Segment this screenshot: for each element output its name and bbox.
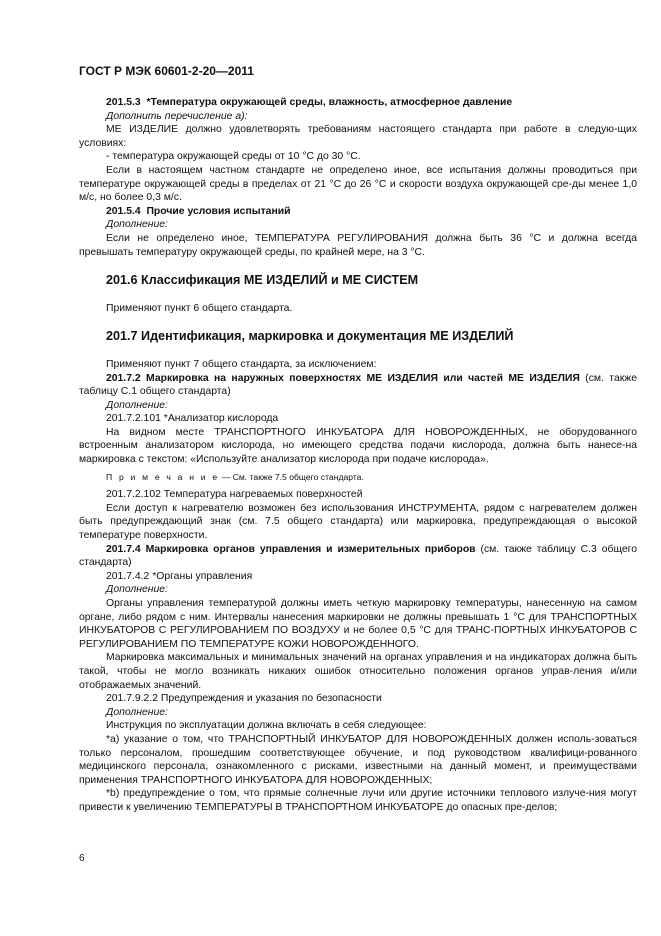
clause-201-7-2-heading	[79, 372, 637, 399]
note-label: П р и м е ч а н и е	[106, 471, 220, 482]
paragraph: Если не определено иное, ТЕМПЕРАТУРА РЕГУЛИРОВАНИЯ должна быть 36 °C и должна всегда превышать температуру окружающей среды, по крайней мере, на 3 °C.	[79, 232, 637, 258]
paragraph: Применяют пункт 7 общего стандарта, за исключением:	[106, 358, 377, 370]
list-item: - температура окружающей среды от 10 °C до 30 °C.	[106, 151, 361, 163]
clause-201-7-2-101-heading: 201.7.2.101 *Анализатор кислорода	[106, 413, 279, 425]
section-201-6-heading: 201.6 Классификация МЕ ИЗДЕЛИЙ и МЕ СИСТЕМ	[106, 273, 419, 288]
clause-title: 201.7.2 Маркировка на наружных поверхностях МЕ ИЗДЕЛИЯ или частей МЕ ИЗДЕЛИЯ	[106, 372, 580, 384]
document-header: ГОСТ Р МЭК 60601-2-20—2011	[79, 64, 254, 78]
paragraph: МЕ ИЗДЕЛИЕ должно удовлетворять требованиям настоящего стандарта при работе в следую-щих условиях:	[79, 124, 637, 149]
clause-201-5-4-heading	[79, 205, 637, 219]
list-item-a: *a) указание о том, что ТРАНСПОРТНЫЙ ИНКУБАТОР ДЛЯ НОВОРОЖДЕННЫХ должен исполь-зоваться только персоналом, прошедшим соответствующее обучение, и под руководством квалифици-рованного медицинского персонала, ознакомленного с рисками, известными на данный момент, и преимуществами применения ТРАНСПОРТНОГО ИНКУБАТОРА ДЛЯ НОВОРОЖДЕННЫХ;	[79, 733, 637, 786]
paragraph: Если доступ к нагревателю возможен без использования ИНСТРУМЕНТА, рядом с нагревателем должен быть предупреждающий знак (см. 7.5 общего стандарта) или маркировка, предупреждающая о высокой температуре поверхности.	[79, 502, 637, 542]
clause-number: 201.5.3	[106, 97, 141, 108]
addition-label: Дополнить перечисление a):	[106, 110, 248, 122]
note-text: — См. также 7.5 общего стандарта.	[219, 471, 364, 482]
addition-label: Дополнение:	[106, 399, 168, 411]
clause-201-7-9-2-2-heading: 201.7.9.2.2 Предупреждения и указания по безопасности	[106, 693, 382, 705]
clause-201-7-2-102-heading: 201.7.2.102 Температура нагреваемых поверхностей	[106, 489, 363, 501]
clause-title: Прочие условия испытаний	[146, 205, 291, 217]
section-201-7-heading: 201.7 Идентификация, маркировка и документация МЕ ИЗДЕЛИЙ	[106, 329, 514, 344]
list-item-b: *b) предупреждение о том, что прямые солнечные лучи или другие источники теплового излуче-ния могут привести к увеличению ТЕМПЕРАТУРЫ В ТРАНСПОРТНОМ ИНКУБАТОРЕ до опасных пре-делов;	[79, 788, 637, 813]
clause-201-7-4-2-heading: 201.7.4.2 *Органы управления	[106, 570, 253, 582]
clause-201-5-3-heading	[79, 96, 637, 110]
paragraph: Органы управления температурой должны иметь четкую маркировку температуры, нанесенную на самом органе, либо рядом с ним. Интервалы нанесения маркировки не должны превышать 1 °C для ТРАНСПОРТНЫХ ИНКУБАТОРОВ С РЕГУЛИРОВАНИЕМ ПО ВОЗДУХУ и не более 0,5 °C для ТРАНС-ПОРТНЫХ ИНКУБАТОРОВ С РЕГУЛИРОВАНИЕМ ПО ТЕМПЕРАТУРЕ КОЖИ НОВОРОЖДЕННОГО.	[79, 598, 637, 650]
paragraph: Маркировка максимальных и минимальных значений на органах управления и на индикаторах должна быть такой, чтобы не могло возникать никаких ошибок относительно положения органов управ-ления и/или отображаемых значений.	[79, 652, 637, 691]
paragraph: Если в настоящем частном стандарте не определено иное, все испытания должны проводиться при температуре окружающей среды в пределах от 21 °C до 26 °C и скорости воздуха окружающей сре-ды менее 1,0 м/с, но более 0,3 м/с.	[79, 164, 637, 204]
page-number: 6	[79, 853, 85, 864]
clause-reference: (см. также таблицу С.1 общего стандарта)	[79, 372, 638, 398]
addition-label: Дополнение:	[106, 584, 168, 596]
clause-number: 201.5.4	[106, 205, 141, 217]
paragraph: Инструкция по эксплуатации должна включать в себя следующее:	[106, 720, 427, 732]
paragraph: Применяют пункт 6 общего стандарта.	[106, 302, 293, 314]
clause-title: 201.7.4 Маркировка органов управления и измерительных приборов	[106, 543, 476, 555]
document-body	[79, 96, 637, 815]
addition-label: Дополнение:	[106, 706, 168, 718]
addition-label: Дополнение:	[106, 219, 168, 231]
note	[106, 471, 637, 485]
clause-title: *Температура окружающей среды, влажность, атмосферное давление	[146, 97, 513, 108]
clause-201-7-4-heading	[79, 543, 637, 570]
paragraph: На видном месте ТРАНСПОРТНОГО ИНКУБАТОРА ДЛЯ НОВОРОЖДЕННЫХ, не оборудованного встроенным анализатором кислорода, но имеющего средства подачи кислорода, должна быть нанесе-на маркировка с текстом: «Используйте анализатор кислорода при подаче кислорода».	[79, 426, 637, 466]
clause-reference: (см. также таблицу С.3 общего стандарта)	[79, 543, 638, 569]
